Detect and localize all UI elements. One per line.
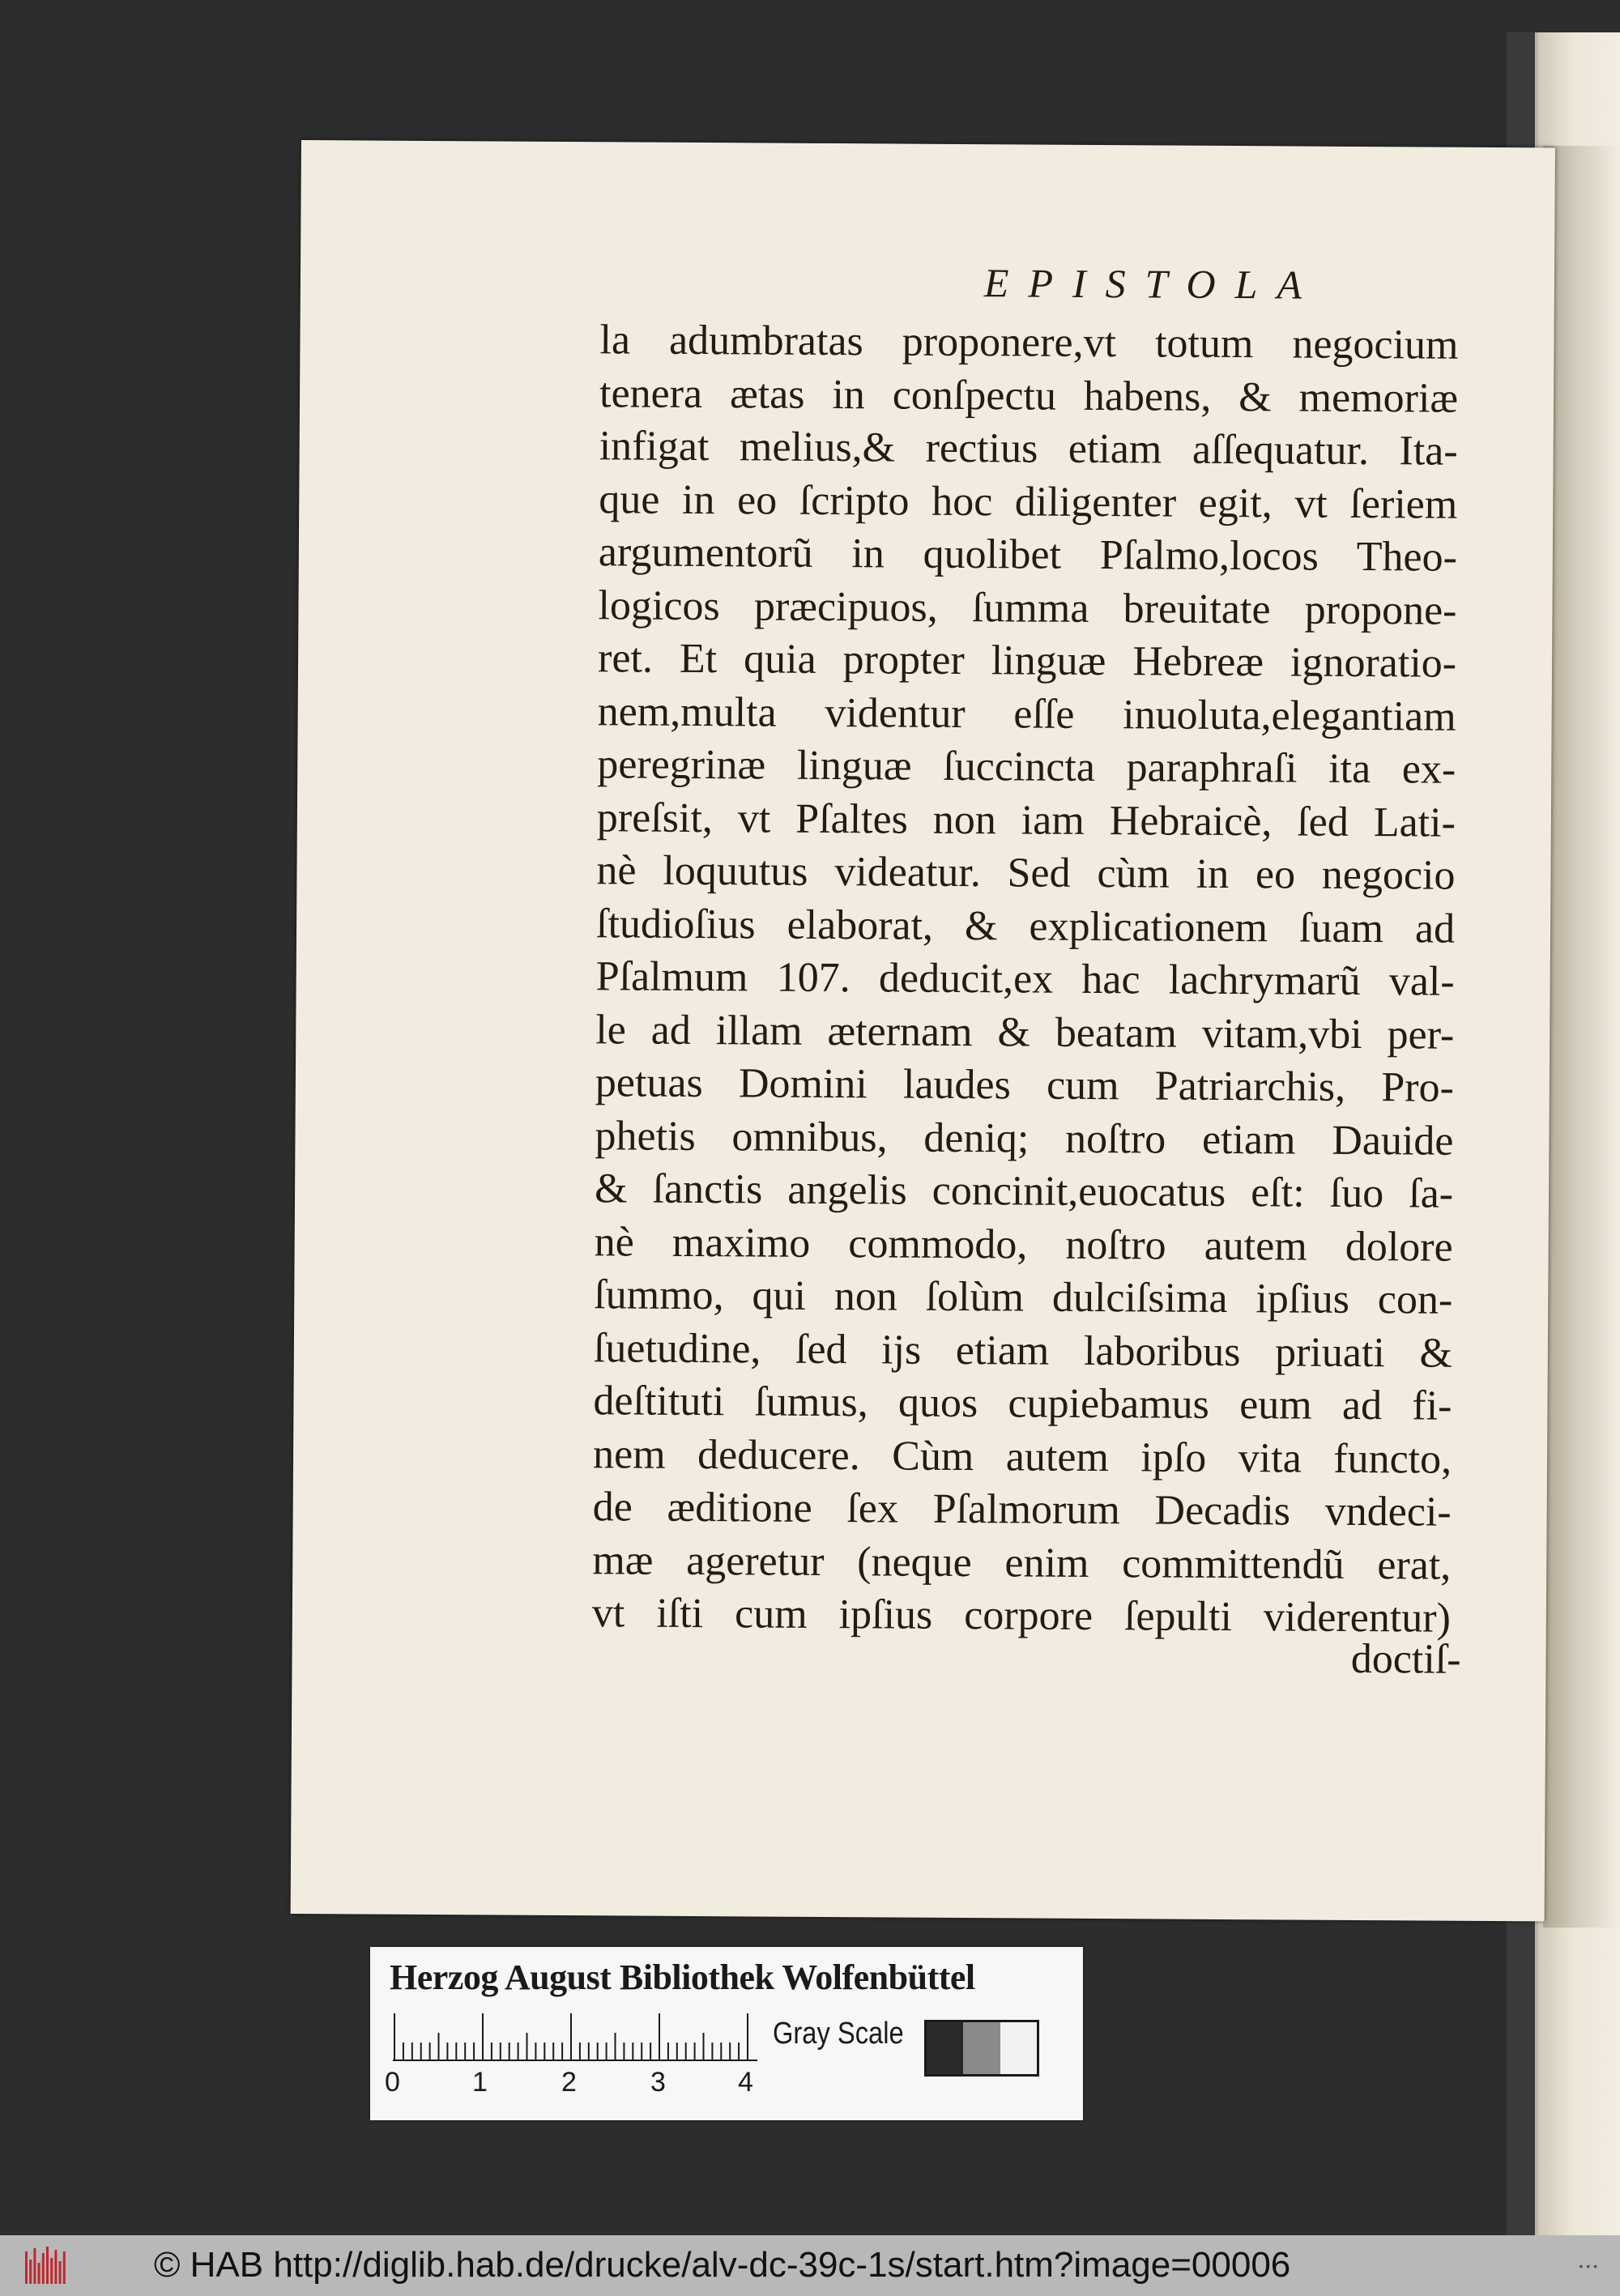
logo-bar (42, 2253, 45, 2284)
ruler-number-4: 4 (738, 2067, 753, 2098)
logo-bar (50, 2258, 53, 2284)
ruler-number-0: 0 (385, 2067, 400, 2098)
text-line-15: petuas Domini laudes cum Patriarchis, Pro- (595, 1059, 1455, 1111)
text-line-17: & ſanctis angelis concinit,euocatus eſt: ſuo ſa- (594, 1165, 1454, 1217)
logo-bar (33, 2248, 36, 2284)
book-page (291, 140, 1555, 1921)
library-color-chart (370, 1947, 1083, 2120)
text-line-10: preſsit, vt Pſaltes non iam Hebraicè, ſed Lati- (596, 794, 1456, 846)
text-line-4: que in eo ſcripto hoc diligenter egit, vt ſeriem (599, 475, 1458, 528)
text-line-1: la adumbratas proponere,vt totum negocium (599, 317, 1459, 368)
ruler-number-1: 1 (472, 2067, 488, 2098)
text-line-22: nem deducere. Cùm autem ipſo vita functo, (592, 1430, 1452, 1483)
gray-swatch-light (1000, 2022, 1037, 2074)
running-head: EPISTOLA (983, 260, 1322, 308)
logo-bar (63, 2251, 66, 2284)
body-text (592, 313, 1459, 1645)
gray-swatch-mid (963, 2022, 1000, 2074)
gray-swatch-dark (927, 2022, 963, 2074)
text-line-2: tenera ætas in conſpectu habens, & memoriæ (599, 369, 1459, 422)
text-line-12: ſtudioſius elaborat, & explicationem ſuam ad (595, 900, 1456, 952)
text-line-21: deſtituti ſumus, quos cupiebamus eum ad fi- (593, 1378, 1452, 1429)
library-name: Herzog August Bibliothek Wolfenbüttel (390, 1957, 975, 1997)
text-line-13: Pſalmum 107. deducit,ex hac lachrymarũ val- (595, 953, 1455, 1005)
logo-bar (38, 2263, 40, 2284)
logo-bar (46, 2247, 49, 2284)
ruler-numbers (385, 2067, 774, 2099)
text-line-20: ſuetudine, ſed ijs etiam laboribus priuati & (593, 1324, 1453, 1377)
footer-bar (0, 2235, 1620, 2296)
text-line-6: logicos præcipuos, ſumma breuitate propone- (598, 581, 1457, 634)
text-line-23: de æditione ſex Pſalmorum Decadis vndeci- (592, 1484, 1452, 1536)
text-line-18: nè maximo commodo, noſtro autem dolore (594, 1218, 1453, 1271)
text-line-16: phetis omnibus, deniq; noſtro etiam Dauide (595, 1112, 1454, 1165)
adjacent-page-shadow (1543, 146, 1620, 1928)
text-line-14: le ad illam æternam & beatam vitam,vbi per- (595, 1006, 1455, 1059)
text-line-19: ſummo, qui non ſolùm dulciſsima ipſius con- (594, 1272, 1453, 1323)
text-line-7: ret. Et quia propter linguæ Hebreæ ignoratio- (597, 635, 1457, 687)
text-line-3: infigat melius,& rectius etiam aſſequatur. Ita- (599, 423, 1458, 475)
text-line-9: peregrinæ linguæ ſuccincta paraphraſi ita ex- (597, 741, 1456, 793)
hab-logo-icon (24, 2247, 68, 2285)
ruler-number-2: 2 (561, 2067, 577, 2098)
footer-dots: • • • (1579, 2260, 1597, 2273)
text-line-8: nem,multa videntur eſſe inuoluta,elegantiam (597, 688, 1456, 740)
gray-scale-label: Gray Scale (773, 2017, 904, 2051)
text-line-25: vt iſti cum ipſius corpore ſepulti viderentur) (591, 1590, 1452, 1642)
text-line-5: argumentorũ in quolibet Pſalmo,locos Theo- (598, 529, 1458, 581)
catchword: doctiſ- (1350, 1635, 1461, 1683)
text-line-11: nè loquutus videatur. Sed cùm in eo negocio (596, 847, 1456, 899)
gray-scale-swatches (924, 2020, 1039, 2077)
text-line-24: mæ ageretur (neque enim committendũ erat, (592, 1536, 1452, 1589)
centimeter-ruler (393, 2013, 757, 2062)
logo-bar (25, 2251, 28, 2284)
logo-bar (29, 2260, 32, 2284)
ruler-number-3: 3 (650, 2067, 666, 2098)
logo-bar (59, 2261, 62, 2284)
logo-bar (54, 2250, 57, 2284)
copyright-url: © HAB http://diglib.hab.de/drucke/alv-dc-39c-1s/start.htm?image=00006 (154, 2245, 1291, 2285)
